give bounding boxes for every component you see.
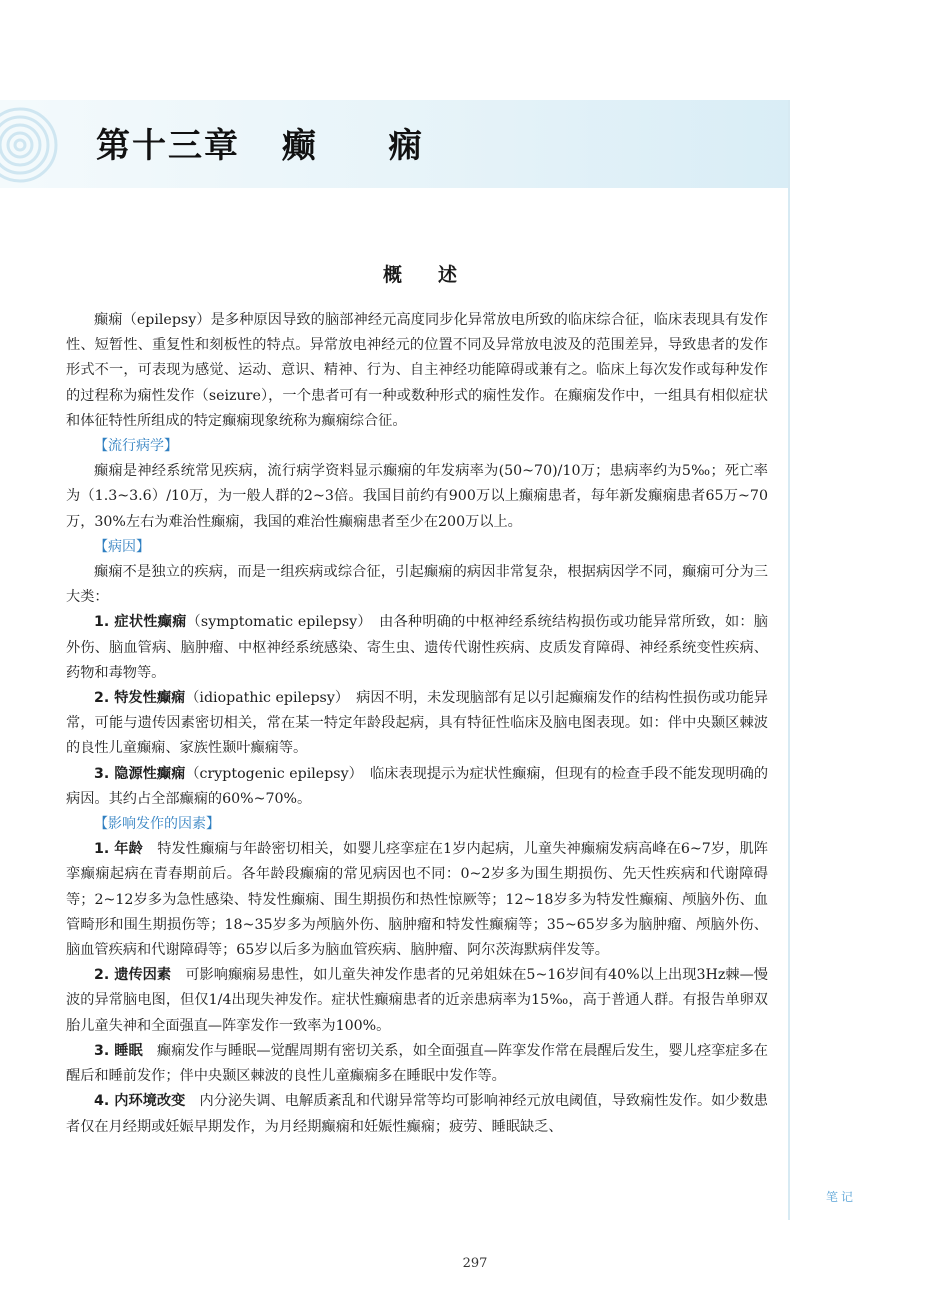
factor-item-internal-environment: [66, 1089, 768, 1139]
factor-term: 1. 年龄: [94, 841, 143, 858]
intro-paragraph: 癫痫（epilepsy）是多种原因导致的脑部神经元高度同步化异常放电所致的临床综合征，临床表现具有发作性、短暂性、重复性和刻板性的特点。异常放电神经元的位置不同及异常放电波及的范围差异，导致患者的发作形式不一，可表现为感觉、运动、意识、精神、行为、自主神经功能障碍或兼有之。临床上每次发作或每种发作的过程称为痫性发作（seizure），一个患者可有一种或数种形式的痫性发作。在癫痫发作中，一组具有相似症状和体征特性所组成的特定癫痫现象统称为癫痫综合征。: [66, 312, 768, 429]
factor-text: 特发性癫痫与年龄密切相关，如婴儿痉挛症在1岁内起病，儿童失神癫痫发病高峰在6~7岁，肌阵挛癫痫起病在青春期前后。各年龄段癫痫的常见病因也不同：0~2岁多为围生期损伤、先天性疾病和代谢障碍等；2~12岁多为急性感染、特发性癫痫、围生期损伤和热性惊厥等；12~18岁多为特发性癫痫、颅脑外伤、血管畸形和围生期损伤等；18~35岁多为颅脑外伤、脑肿瘤和特发性癫痫等；35~65岁多为脑肿瘤、颅脑外伤、脑血管疾病和代谢障碍等；65岁以后多为脑血管疾病、脑肿瘤、阿尔茨海默病伴发等。: [66, 841, 768, 959]
section-title: 概述: [383, 264, 494, 286]
etiology-item-idiopathic: [66, 686, 768, 762]
etiology-intro-paragraph: 癫痫不是独立的疾病，而是一组疾病或综合征，引起癫痫的病因非常复杂，根据病因学不同，癫痫可分为三大类：: [66, 564, 768, 606]
notes-margin-label: 笔记: [826, 1190, 857, 1204]
chapter-title-char-1: 癫: [282, 126, 318, 166]
factor-text: 内分泌失调、电解质紊乱和代谢异常等均可影响神经元放电阈值，导致痫性发作。如少数患者仅在月经期或妊娠早期发作，为月经期癫痫和妊娠性癫痫；疲劳、睡眠缺乏、: [66, 1093, 768, 1135]
etiology-text: （cryptogenic epilepsy） 临床表现提示为症状性癫痫，但现有的检查手段不能发现明确的病因。其约占全部癫痫的60%~70%。: [66, 765, 769, 807]
etiology-heading: 【病因】: [94, 538, 150, 555]
etiology-term: 3. 隐源性癫痫: [94, 765, 186, 782]
etiology-term: 2. 特发性癫痫: [94, 690, 186, 707]
epidemiology-heading: 【流行病学】: [94, 438, 178, 455]
factor-item-age: [66, 837, 768, 963]
swirl-decoration-icon: [0, 104, 80, 186]
epidemiology-paragraph: 癫痫是神经系统常见疾病，流行病学资料显示癫痫的年发病率为(50~70)/10万；患病率约为5‰；死亡率为（1.3~3.6）/10万，为一般人群的2~3倍。我国目前约有900万以上癫痫患者，每年新发癫痫患者65万~70万，30%左右为难治性癫痫，我国的难治性癫痫患者至少在200万以上。: [66, 463, 768, 530]
etiology-text: （symptomatic epilepsy） 由各种明确的中枢神经系统结构损伤或功能异常所致，如：脑外伤、脑血管病、脑肿瘤、中枢神经系统感染、寄生虫、遗传代谢性疾病、皮质发育障碍、神经系统变性疾病、药物和毒物等。: [66, 614, 768, 681]
factor-text: 可影响癫痫易患性，如儿童失神发作患者的兄弟姐妹在5~16岁间有40%以上出现3Hz棘—慢波的异常脑电图，但仅1/4出现失神发作。症状性癫痫患者的近亲患病率为15‰，高于普通人群。有报告单卵双胎儿童失神和全面强直—阵挛发作一致率为100%。: [66, 967, 768, 1034]
chapter-number: 第十三章: [96, 126, 240, 166]
etiology-text: （idiopathic epilepsy） 病因不明，未发现脑部有足以引起癫痫发作的结构性损伤或功能异常，可能与遗传因素密切相关，常在某一特定年龄段起病，具有特征性临床及脑电图表现。如：伴中央颞区棘波的良性儿童癫痫、家族性颞叶癫痫等。: [66, 690, 768, 757]
factor-item-sleep: [66, 1039, 768, 1089]
etiology-item-cryptogenic: [66, 762, 768, 812]
etiology-item-symptomatic: [66, 610, 768, 686]
factors-heading: 【影响发作的因素】: [94, 816, 220, 833]
page-number: 297: [462, 1256, 488, 1271]
etiology-term: 1. 症状性癫痫: [94, 614, 187, 631]
factor-text: 癫痫发作与睡眠—觉醒周期有密切关系，如全面强直—阵挛发作常在晨醒后发生，婴儿痉挛症多在醒后和睡前发作；伴中央颞区棘波的良性儿童癫痫多在睡眠中发作等。: [66, 1042, 768, 1085]
factor-term: 4. 内环境改变: [94, 1093, 186, 1110]
body-content: [66, 308, 768, 1140]
chapter-title-char-2: 痫: [388, 126, 424, 166]
factor-term: 2. 遗传因素: [94, 967, 172, 984]
factor-item-genetics: [66, 963, 768, 1039]
chapter-title: [96, 118, 424, 167]
factor-term: 3. 睡眠: [94, 1042, 143, 1059]
page-edge-band: [788, 100, 790, 1220]
